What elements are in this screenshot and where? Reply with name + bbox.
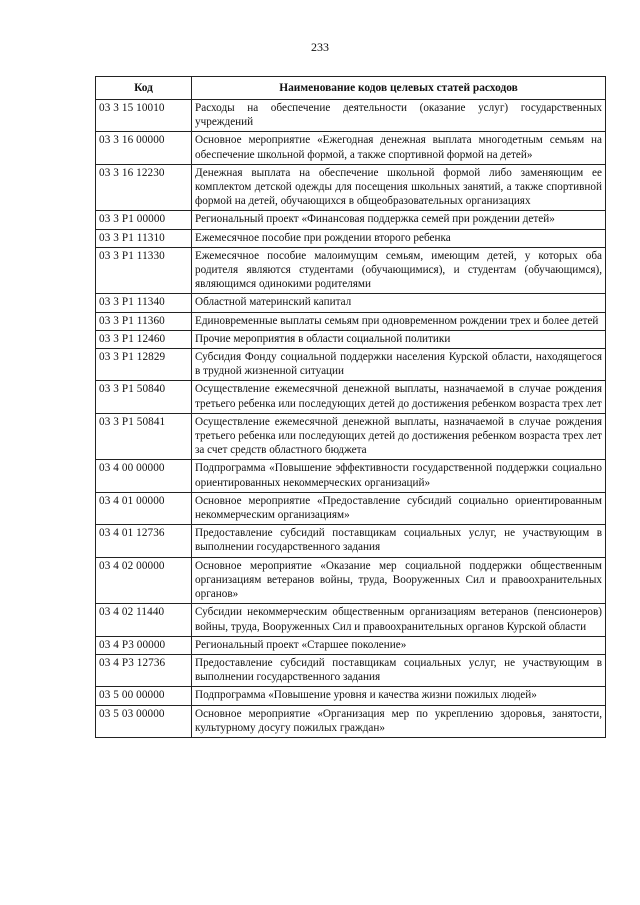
table-row [96, 525, 606, 557]
row-name: Субсидия Фонду социальной поддержки населения Курской области, находящегося в трудной жизненной ситуации [192, 349, 606, 381]
table-row [96, 100, 606, 132]
table-row [96, 636, 606, 654]
row-code: 03 3 P1 11330 [96, 247, 192, 294]
row-name: Основное мероприятие «Организация мер по укреплению здоровья, занятости, культурному досугу пожилых граждан» [192, 705, 606, 737]
table-row [96, 330, 606, 348]
row-code: 03 4 00 00000 [96, 460, 192, 492]
row-code: 03 4 P3 00000 [96, 636, 192, 654]
table-row [96, 349, 606, 381]
table-row [96, 654, 606, 686]
row-code: 03 3 P1 12829 [96, 349, 192, 381]
row-code: 03 3 P1 50840 [96, 381, 192, 413]
row-code: 03 3 15 10010 [96, 100, 192, 132]
table-row [96, 164, 606, 211]
row-name: Областной материнский капитал [192, 294, 606, 312]
table-row [96, 229, 606, 247]
row-name: Ежемесячное пособие при рождении второго ребенка [192, 229, 606, 247]
header-code: Код [96, 77, 192, 100]
table-row [96, 381, 606, 413]
row-name: Осуществление ежемесячной денежной выплаты, назначаемой в случае рождения третьего ребенка или последующих детей до достижения ребенком возраста трех лет за счет средств областного бюджета [192, 413, 606, 460]
page-number: 233 [311, 40, 329, 54]
row-code: 03 3 P1 12460 [96, 330, 192, 348]
row-name: Субсидии некоммерческим общественным организациям ветеранов (пенсионеров) войны, труда, Вооруженных Сил и правоохранительных органов Курской области [192, 604, 606, 636]
row-code: 03 4 02 11440 [96, 604, 192, 636]
table-row [96, 460, 606, 492]
row-code: 03 3 P1 00000 [96, 211, 192, 229]
table-row [96, 687, 606, 705]
table-row [96, 294, 606, 312]
row-name: Предоставление субсидий поставщикам социальных услуг, не участвующим в выполнении государственного задания [192, 525, 606, 557]
row-code: 03 3 16 00000 [96, 132, 192, 164]
row-code: 03 3 P1 11340 [96, 294, 192, 312]
row-name: Осуществление ежемесячной денежной выплаты, назначаемой в случае рождения третьего ребенка или последующих детей до достижения ребенком возраста трех лет [192, 381, 606, 413]
table-row [96, 312, 606, 330]
budget-codes-table [95, 76, 606, 738]
table-row [96, 132, 606, 164]
table-row [96, 211, 606, 229]
row-name: Региональный проект «Старшее поколение» [192, 636, 606, 654]
table-row [96, 247, 606, 294]
table-row [96, 604, 606, 636]
row-code: 03 3 P1 50841 [96, 413, 192, 460]
header-name: Наименование кодов целевых статей расходов [192, 77, 606, 100]
row-name: Прочие мероприятия в области социальной политики [192, 330, 606, 348]
row-name: Предоставление субсидий поставщикам социальных услуг, не участвующим в выполнении государственного задания [192, 654, 606, 686]
row-name: Подпрограмма «Повышение эффективности государственной поддержки социально ориентированных некоммерческих организаций» [192, 460, 606, 492]
row-code: 03 5 03 00000 [96, 705, 192, 737]
row-name: Региональный проект «Финансовая поддержка семей при рождении детей» [192, 211, 606, 229]
row-name: Единовременные выплаты семьям при одновременном рождении трех и более детей [192, 312, 606, 330]
row-code: 03 4 02 00000 [96, 557, 192, 604]
row-code: 03 4 P3 12736 [96, 654, 192, 686]
table-row [96, 413, 606, 460]
row-code: 03 3 16 12230 [96, 164, 192, 211]
row-name: Ежемесячное пособие малоимущим семьям, имеющим детей, у которых оба родителя являются студентами (обучающимися), и студентам (обучающимся), являющимся одинокими родителями [192, 247, 606, 294]
row-name: Основное мероприятие «Ежегодная денежная выплата многодетным семьям на обеспечение школьной формой, а также спортивной формой на детей» [192, 132, 606, 164]
row-code: 03 3 P1 11360 [96, 312, 192, 330]
table-header-row [96, 77, 606, 100]
table-row [96, 705, 606, 737]
row-name: Расходы на обеспечение деятельности (оказание услуг) государственных учреждений [192, 100, 606, 132]
row-name: Денежная выплата на обеспечение школьной формой либо заменяющим ее комплектом детской одежды для посещения школьных занятий, а также спортивной формой на детей, обучающихся в общеобразовательных организациях [192, 164, 606, 211]
row-code: 03 3 P1 11310 [96, 229, 192, 247]
table-row [96, 557, 606, 604]
row-name: Основное мероприятие «Предоставление субсидий социально ориентированным некоммерческим организациям» [192, 492, 606, 524]
row-code: 03 4 01 12736 [96, 525, 192, 557]
row-name: Подпрограмма «Повышение уровня и качества жизни пожилых людей» [192, 687, 606, 705]
row-code: 03 4 01 00000 [96, 492, 192, 524]
row-code: 03 5 00 00000 [96, 687, 192, 705]
row-name: Основное мероприятие «Оказание мер социальной поддержки общественным организациям ветеранов войны, труда, Вооруженных Сил и правоохранительных органов» [192, 557, 606, 604]
table-row [96, 492, 606, 524]
